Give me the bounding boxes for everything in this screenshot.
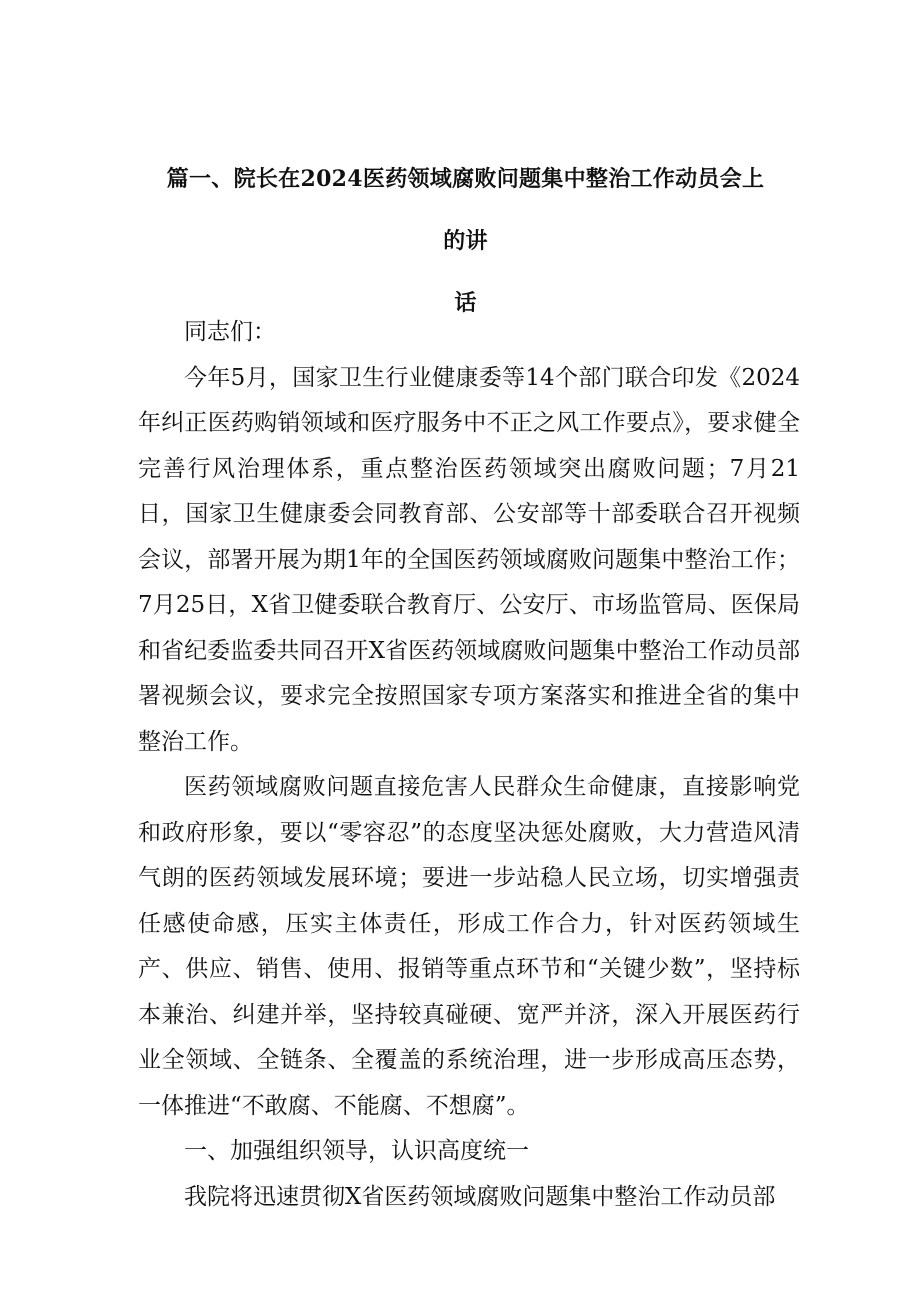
paragraph-2: 医药领域腐败问题直接危害人民群众生命健康，直接影响党和政府形象，要以“零容忍”的态度坚决惩处腐败，大力营造风清气朗的医药领域发展环境；要进一步站稳人民立场，切实增强责任感使命感，压实主体责任，形成工作合力，针对医药领域生产、供应、销售、使用、报销等重点环节和“关键少数”，坚持标本兼治、纠建并举，坚持较真碰硬、宽严并济，深入开展医药行业全领域、全链条、全覆盖的系统治理，进一步形成高压态势，一体推进“不敢腐、不能腐、不想腐”。 [138, 774, 800, 1119]
paragraph-1: 今年5月，国家卫生行业健康委等14个部门联合印发《2024年纠正医药购销领域和医疗服务中不正之风工作要点》，要求健全完善行风治理体系，重点整治医药领域突出腐败问题；7月21日，国家卫生健康委会同教育部、公安部等十部委联合召开视频会议，部署开展为期1年的全国医药领域腐败问题集中整治工作；7月25日，X省卫健委联合教育厅、公安厅、市场监管局、医保局和省纪委监委共同召开X省医药领域腐败问题集中整治工作动员部署视频会议，要求完全按照国家专项方案落实和推进全省的集中整治工作。 [138, 364, 800, 755]
section-heading: 一、加强组织领导，认识高度统一 [184, 1138, 529, 1164]
paragraph-3: 我院将迅速贯彻X省医药领域腐败问题集中整治工作动员部 [184, 1183, 776, 1210]
document-body [138, 310, 800, 1220]
title-line-1: 篇一、院长在2024医药领域腐败问题集中整治工作动员会上的讲 [166, 166, 765, 254]
document-title [158, 148, 773, 334]
title-line-2: 话 [454, 290, 477, 316]
salutation: 同志们： [184, 319, 276, 345]
